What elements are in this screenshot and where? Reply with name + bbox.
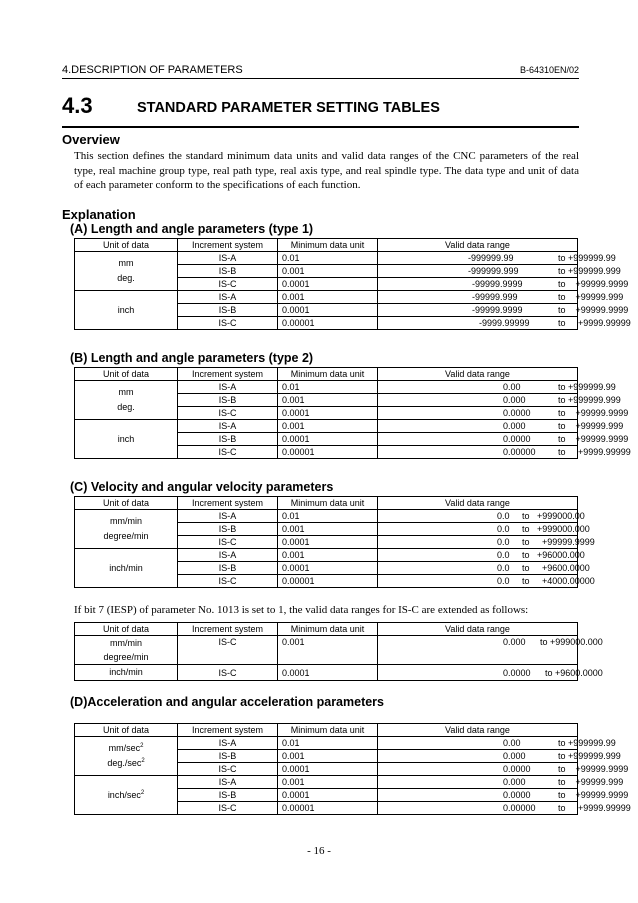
range-cell: 0.000 to +99999.999 <box>378 776 578 789</box>
table-b-title: (B) Length and angle parameters (type 2) <box>70 351 314 365</box>
col-header: Minimum data unit <box>278 724 378 737</box>
unit-cell: mm/min degree/min <box>75 636 178 665</box>
range-cell: 0.0000 to +99999.9999 <box>378 433 578 446</box>
col-header: Valid data range <box>378 497 578 510</box>
col-header: Valid data range <box>378 623 578 636</box>
increment-cell: IS-B <box>178 433 278 446</box>
table-c-title: (C) Velocity and angular velocity parameters <box>70 480 334 494</box>
table-d <box>74 723 631 815</box>
col-header: Increment system <box>178 497 278 510</box>
range-cell: 0.0 to +999000.00 <box>378 510 578 523</box>
increment-cell: IS-C <box>178 278 278 291</box>
increment-cell: IS-C <box>178 665 278 681</box>
range-cell: 0.000 to +999999.999 <box>378 750 578 763</box>
col-header: Unit of data <box>75 497 178 510</box>
range-cell: 0.0 to +999000.000 <box>378 523 578 536</box>
range-cell: 0.0000 to +9600.0000 <box>378 665 578 681</box>
increment-cell: IS-B <box>178 304 278 317</box>
min-unit-cell: 0.0001 <box>278 665 378 681</box>
page-number: - 16 - <box>307 845 331 857</box>
increment-cell: IS-B <box>178 265 278 278</box>
table-row <box>75 510 578 523</box>
range-cell: 0.0 to +99999.9999 <box>378 536 578 549</box>
min-unit-cell: 0.01 <box>278 510 378 523</box>
col-header: Minimum data unit <box>278 368 378 381</box>
min-unit-cell: 0.0001 <box>278 304 378 317</box>
section-number: 4.3 <box>62 93 93 118</box>
min-unit-cell: 0.001 <box>278 776 378 789</box>
section-rule <box>62 126 579 128</box>
table-header-row <box>75 497 578 510</box>
col-header: Minimum data unit <box>278 497 378 510</box>
range-cell: 0.0 to +9600.0000 <box>378 562 578 575</box>
range-cell: 0.00 to +999999.99 <box>378 737 578 750</box>
col-header: Unit of data <box>75 724 178 737</box>
table-row <box>75 420 578 433</box>
range-cell: 0.00000 to +9999.99999 <box>378 802 578 815</box>
min-unit-cell: 0.0001 <box>278 562 378 575</box>
header-doc-number: B-64310EN/02 <box>519 65 579 75</box>
col-header: Increment system <box>178 623 278 636</box>
table-row <box>75 549 578 562</box>
table-header-row <box>75 623 578 636</box>
overview-heading: Overview <box>62 132 120 147</box>
table-header-row <box>75 368 578 381</box>
increment-cell: IS-C <box>178 636 278 665</box>
unit-cell: inch/min <box>75 549 178 588</box>
range-cell: 0.000 to +999000.000 <box>378 636 578 665</box>
unit-cell: mm deg. <box>75 381 178 420</box>
increment-cell: IS-A <box>178 381 278 394</box>
range-cell: 0.000 to +999999.999 <box>378 394 578 407</box>
increment-cell: IS-A <box>178 420 278 433</box>
range-cell: -99999.999 to +99999.999 <box>378 291 578 304</box>
min-unit-cell: 0.0001 <box>278 278 378 291</box>
min-unit-cell: 0.001 <box>278 265 378 278</box>
col-header: Valid data range <box>378 368 578 381</box>
col-header: Unit of data <box>75 623 178 636</box>
range-cell: -999999.99 to +999999.99 <box>378 252 578 265</box>
table-row <box>75 737 578 750</box>
table-row <box>75 776 578 789</box>
table-row <box>75 381 578 394</box>
note-paragraph: If bit 7 (IESP) of parameter No. 1013 is set to 1, the valid data ranges for IS-C are extended as follows: <box>74 604 529 616</box>
col-header: Unit of data <box>75 239 178 252</box>
min-unit-cell: 0.00001 <box>278 575 378 588</box>
min-unit-cell: 0.0001 <box>278 789 378 802</box>
min-unit-cell: 0.0001 <box>278 536 378 549</box>
min-unit-cell: 0.00001 <box>278 317 378 330</box>
unit-cell: mm/min degree/min <box>75 510 178 549</box>
unit-cell: $mm/\sec^2$ $deg./\sec^2$ <box>75 737 178 776</box>
unit-cell: inch/$\sec^2$ <box>75 776 178 815</box>
min-unit-cell: 0.001 <box>278 394 378 407</box>
range-cell: -9999.99999 to +9999.99999 <box>378 317 578 330</box>
col-header: Increment system <box>178 724 278 737</box>
increment-cell: IS-C <box>178 802 278 815</box>
col-header: Increment system <box>178 239 278 252</box>
col-header: Valid data range <box>378 724 578 737</box>
increment-cell: IS-A <box>178 510 278 523</box>
range-cell: 0.0 to +4000.00000 <box>378 575 578 588</box>
table-row <box>75 665 578 681</box>
table-c <box>74 496 595 588</box>
col-header: Valid data range <box>378 239 578 252</box>
increment-cell: IS-C <box>178 575 278 588</box>
increment-cell: IS-C <box>178 763 278 776</box>
range-cell: -999999.999 to +999999.999 <box>378 265 578 278</box>
range-cell: -99999.9999 to +99999.9999 <box>378 278 578 291</box>
table-b <box>74 367 631 459</box>
min-unit-cell: 0.01 <box>278 737 378 750</box>
unit-cell: inch <box>75 291 178 330</box>
min-unit-cell: 0.0001 <box>278 763 378 776</box>
increment-cell: IS-B <box>178 562 278 575</box>
increment-cell: IS-A <box>178 776 278 789</box>
increment-cell: IS-A <box>178 737 278 750</box>
col-header: Increment system <box>178 368 278 381</box>
min-unit-cell: 0.0001 <box>278 407 378 420</box>
min-unit-cell: 0.0001 <box>278 433 378 446</box>
increment-cell: IS-C <box>178 317 278 330</box>
min-unit-cell: 0.00001 <box>278 802 378 815</box>
min-unit-cell: 0.001 <box>278 420 378 433</box>
increment-cell: IS-C <box>178 407 278 420</box>
min-unit-cell: 0.01 <box>278 381 378 394</box>
overview-paragraph: This section defines the standard minimum data units and valid data ranges of the CNC parameters of the real type, real machine group type, real path type, real axis type, and real spindle type. The data type and unit of data of each parameter conform to the specifications of each function. <box>74 150 579 191</box>
table-header-row <box>75 239 578 252</box>
min-unit-cell: 0.00001 <box>278 446 378 459</box>
table-d-title: (D)Acceleration and angular acceleration parameters <box>70 695 385 709</box>
table-a-title: (A) Length and angle parameters (type 1) <box>70 222 314 236</box>
range-cell: 0.00 to +999999.99 <box>378 381 578 394</box>
unit-cell: inch/min <box>75 665 178 681</box>
min-unit-cell: 0.001 <box>278 291 378 304</box>
col-header: Minimum data unit <box>278 239 378 252</box>
min-unit-cell: 0.001 <box>278 523 378 536</box>
min-unit-cell: 0.001 <box>278 549 378 562</box>
page-header <box>62 64 579 79</box>
explanation-heading: Explanation <box>62 207 136 222</box>
unit-cell: mm deg. <box>75 252 178 291</box>
table-row <box>75 252 578 265</box>
min-unit-cell: 0.01 <box>278 252 378 265</box>
unit-cell: inch <box>75 420 178 459</box>
increment-cell: IS-C <box>178 446 278 459</box>
table-row <box>75 636 578 665</box>
range-cell: 0.0000 to +99999.9999 <box>378 407 578 420</box>
increment-cell: IS-A <box>178 291 278 304</box>
increment-cell: IS-B <box>178 750 278 763</box>
increment-cell: IS-B <box>178 523 278 536</box>
table-extended <box>74 622 603 681</box>
min-unit-cell: 0.001 <box>278 636 378 665</box>
min-unit-cell: 0.001 <box>278 750 378 763</box>
range-cell: 0.0000 to +99999.9999 <box>378 763 578 776</box>
range-cell: 0.00000 to +9999.99999 <box>378 446 578 459</box>
increment-cell: IS-A <box>178 252 278 265</box>
range-cell: 0.0000 to +99999.9999 <box>378 789 578 802</box>
increment-cell: IS-B <box>178 789 278 802</box>
increment-cell: IS-C <box>178 536 278 549</box>
table-a <box>74 238 631 330</box>
table-header-row <box>75 724 578 737</box>
header-chapter: 4.DESCRIPTION OF PARAMETERS <box>62 64 243 76</box>
col-header: Unit of data <box>75 368 178 381</box>
range-cell: 0.000 to +99999.999 <box>378 420 578 433</box>
col-header: Minimum data unit <box>278 623 378 636</box>
range-cell: -99999.9999 to +99999.9999 <box>378 304 578 317</box>
range-cell: 0.0 to +96000.000 <box>378 549 578 562</box>
increment-cell: IS-B <box>178 394 278 407</box>
table-row <box>75 291 578 304</box>
increment-cell: IS-A <box>178 549 278 562</box>
section-title: STANDARD PARAMETER SETTING TABLES <box>137 100 440 116</box>
